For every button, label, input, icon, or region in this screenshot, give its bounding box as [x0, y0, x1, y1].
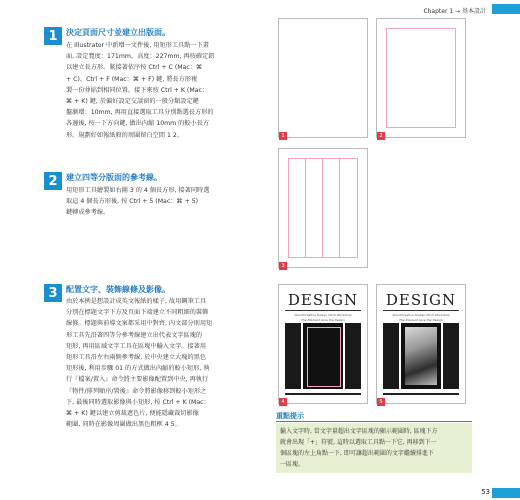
figure-4-text-block [285, 323, 301, 389]
step-1-line: 各邊後, 按一下方向鍵, 做出內縮 10mm 的較小長方 [66, 120, 210, 128]
tip-line: 輸入文字時, 當文字量超出文字區塊的顯示範圍時, 區塊下方 [280, 428, 438, 435]
step-1-body [66, 40, 266, 141]
figure-4-tag: 4 [279, 398, 287, 406]
step-3-line: 範圍, 同時在影像周圍做出黑色粗框 4 5。 [66, 421, 181, 429]
step-1-line: 製一份並貼到相同位置。接下來按 Ctrl + K (Mac： [66, 86, 209, 94]
figure-4-bottom-rule [285, 393, 361, 395]
figure-4-inner-frame [307, 327, 341, 387]
figure-3-guide [322, 159, 323, 257]
figure-3-guide [339, 159, 340, 257]
figure-1-artboard [278, 18, 368, 138]
figure-2-artboard [376, 18, 466, 138]
step-3-line: 矩形工具沿左右兩側參考線, 於中央建立大塊的黑色 [66, 354, 207, 362]
figure-2-inner-rect [386, 28, 456, 128]
figure-5-subhead2: The Element Give the Design [399, 318, 443, 322]
figure-4-design-title: DESIGN [287, 291, 359, 309]
step-3-line: 下, 最後同時選取影像與小矩形, 按 Ctrl + K (Mac： [66, 398, 210, 406]
step-3-line: 『物件/排列順序/置後』命令將影像移到較小矩形之 [66, 387, 207, 395]
figure-5-design-title: DESIGN [385, 291, 457, 309]
figure-5-text-block [443, 323, 459, 389]
tip-box [276, 423, 472, 473]
figure-5-subhead: AboutCreative Design 2015 Workshop [392, 313, 450, 317]
step-1-line: + C)、Ctrl + F (Mac：⌘ + F) 鍵, 將長方形複 [66, 75, 198, 83]
step-1-number: 1 [44, 27, 62, 45]
step-2-line: 鍵轉成參考線。 [66, 209, 110, 217]
step-3-number: 3 [44, 284, 62, 302]
step-3-title: 配置文字、裝飾線條及影像。 [66, 285, 170, 294]
page-tab-marker [492, 488, 520, 498]
step-3-line: 矩形, 再用區域文字工具在區塊中輸入文字。接著用 [66, 342, 207, 350]
figure-3-artboard [278, 148, 368, 268]
step-2-body [66, 185, 266, 219]
step-3-line: 線條。標題與前導文案都采用中對齊, 內文部分則用矩 [66, 320, 213, 328]
figure-3-guide [305, 159, 306, 257]
figure-5-rule [383, 310, 459, 311]
step-1-line: 面, 設定寬度：171mm、高度：227mm, 再按確定鈕 [66, 53, 215, 61]
step-1-line: 盤漸增：10mm, 再用直接選取工具分別點選長方形的 [66, 109, 214, 117]
figure-4-subhead2: The Element Give the Design [301, 318, 345, 322]
step-3-line: 形工具先沿著四等分參考線建立出代表文字區塊的 [66, 331, 203, 339]
figure-5-photo [405, 327, 437, 385]
figure-2-tag: 2 [377, 132, 385, 140]
figure-4-text-block [345, 323, 361, 389]
figure-5-bottom-rule [383, 393, 459, 395]
step-2-title: 建立四等分版面的參考線。 [66, 173, 162, 182]
step-1-line: 形。規劃好如報紙般的周圍留白空間 1 2。 [66, 131, 183, 139]
chapter-tab-marker [492, 4, 520, 14]
figure-3-inner-rect [288, 158, 358, 258]
figure-5-tag: 5 [377, 398, 385, 406]
step-3-line: ⌘ + K) 鍵以建立剪裁遮色片, 便能隱藏裁切影像 [66, 410, 199, 418]
page-number: 53 [481, 488, 490, 496]
tip-body [276, 423, 472, 473]
tip-line: 個區塊的左上角點一下, 即可讓超出範圍的文字繼續排進下 [280, 450, 434, 457]
figure-4-artboard [278, 284, 368, 404]
step-3-line: 由於本例是想設計成英文報紙的樣子, 故用鋼筆工具 [66, 298, 207, 305]
tip-divider [276, 421, 472, 422]
figure-4-center-black [303, 323, 343, 389]
figure-5-photo-frame [401, 323, 441, 389]
figure-3-tag: 3 [279, 262, 287, 270]
figure-1-tag: 1 [279, 132, 287, 140]
figure-5-text-block [383, 323, 399, 389]
step-2-number: 2 [44, 172, 62, 190]
step-3-body [66, 296, 266, 430]
tip-line: 一區塊。 [280, 461, 305, 468]
tip-title: 重點提示 [276, 412, 304, 420]
figure-4-rule [285, 310, 361, 311]
step-1-line: ⌘ + K) 鍵, 於偏好設定交談窗的一般分類設定鍵 [66, 98, 199, 106]
step-1-title: 決定頁面尺寸並建立出版面。 [66, 28, 170, 37]
step-1-line: 在 Illustrator 中新增一文件後, 用矩形工具點一下畫 [66, 42, 209, 49]
chapter-breadcrumb: Chapter 1 → 基本設計 [423, 8, 486, 15]
step-2-line: 取這 4 個長方形後, 按 Ctrl + 5 (Mac：⌘ + 5) [66, 198, 199, 206]
figure-5-artboard [376, 284, 466, 404]
step-3-line: 行『檔案/置入』命令將主要影像配置到中央, 再執行 [66, 376, 209, 384]
step-3-line: 矩形後, 利用步驟 01 的方式做出內縮的較小矩形, 執 [66, 365, 210, 373]
tip-line: 就會出現「+」符號, 這時以選取工具點一下它, 再移到下一 [280, 439, 437, 446]
figure-4-subhead: AboutCreative Design 2015 Workshop [294, 313, 352, 317]
step-1-line: 以建立長方形。緊接著依序按 Ctrl + C (Mac：⌘ [66, 64, 203, 72]
step-3-line: 分別在標題文字下方及頁面下端建立不同粗細的裝飾 [66, 309, 209, 317]
step-2-line: 用矩形工具繪製如右圖 3 的 4 個長方形, 接著同時選 [66, 187, 210, 194]
